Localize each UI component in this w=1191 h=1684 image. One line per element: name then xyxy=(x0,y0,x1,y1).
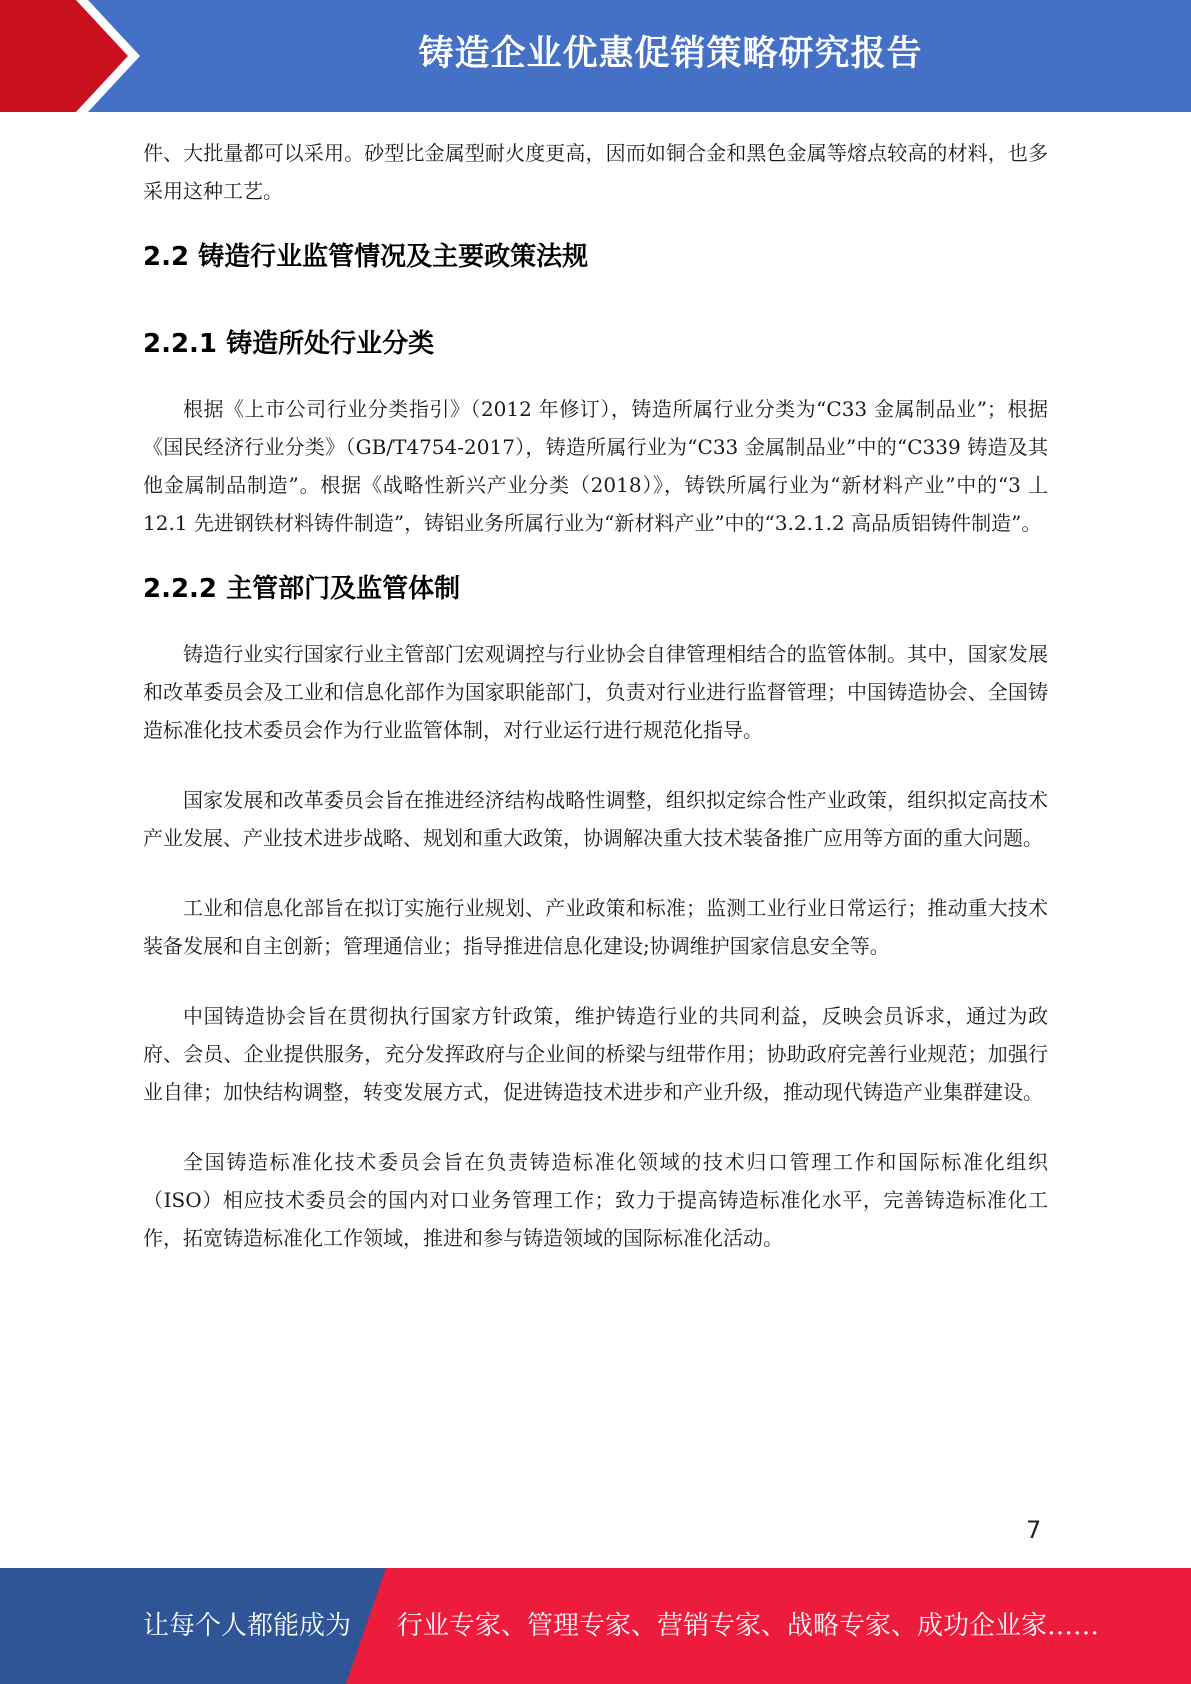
page-content xyxy=(143,134,1048,1257)
paragraph-continued: 件、大批量都可以采用。砂型比金属型耐火度更高，因而如铜合金和黑色金属等熔点较高的材料，也多采用这种工艺。 xyxy=(143,141,1048,203)
paragraph-standardization-committee: 全国铸造标准化技术委员会旨在负责铸造标准化领域的技术归口管理工作和国际标准化组织（ISO）相应技术委员会的国内对口业务管理工作；致力于提高铸造标准化水平，完善铸造标准化工作，拓宽铸造标准化工作领域，推进和参与铸造领域的国际标准化活动。 xyxy=(143,1150,1048,1250)
section-heading-2-2-2: 2.2.2 主管部门及监管体制 xyxy=(143,574,461,604)
paragraph-ndrc: 国家发展和改革委员会旨在推进经济结构战略性调整，组织拟定综合性产业政策，组织拟定高技术产业发展、产业技术进步战略、规划和重大政策，协调解决重大技术装备推广应用等方面的重大问题。 xyxy=(143,788,1048,850)
report-title: 铸造企业优惠促销策略研究报告 xyxy=(418,34,923,74)
paragraph-industry-classification: 根据《上市公司行业分类指引》（2012 年修订），铸造所属行业分类为“C33 金属制品业”；根据《国民经济行业分类》（GB/T4754-2017），铸造所属行业为“C33 金属制品业”中的“C339 铸造及其他金属制品制造”。根据《战略性新兴产业分类（2018）》，铸铁所属行业为“新材料产业”中的“3 丄 12.1 先进钢铁材料铸件制造”，铸铝业务所属行业为“新材料产业”中的“3.2.1.2 高品质铝铸件制造”。 xyxy=(143,397,1048,535)
paragraph-miit: 工业和信息化部旨在拟订实施行业规划、产业政策和标准；监测工业行业日常运行；推动重大技术装备发展和自主创新；管理通信业；指导推进信息化建设;协调维护国家信息安全等。 xyxy=(143,896,1048,958)
page-number: 7 xyxy=(1026,1516,1042,1544)
page-footer xyxy=(0,1568,1191,1684)
paragraph-foundry-association: 中国铸造协会旨在贯彻执行国家方针政策，维护铸造行业的共同利益，反映会员诉求，通过为政府、会员、企业提供服务，充分发挥政府与企业间的桥梁与纽带作用；协助政府完善行业规范；加强行业自律；加快结构调整，转变发展方式，促进铸造技术进步和产业升级，推动现代铸造产业集群建设。 xyxy=(143,1004,1048,1104)
section-heading-2-2-1: 2.2.1 铸造所处行业分类 xyxy=(143,329,435,359)
footer-slogan-left: 让每个人都能成为 xyxy=(143,1611,352,1641)
section-heading-2-2: 2.2 铸造行业监管情况及主要政策法规 xyxy=(143,242,589,272)
page-header xyxy=(0,0,1191,112)
footer-slogan-right: 行业专家、管理专家、营销专家、战略专家、成功企业家…… xyxy=(397,1611,1100,1641)
paragraph-regulatory-system: 铸造行业实行国家行业主管部门宏观调控与行业协会自律管理相结合的监管体制。其中，国家发展和改革委员会及工业和信息化部作为国家职能部门，负责对行业进行监督管理；中国铸造协会、全国铸造标准化技术委员会作为行业监管体制，对行业运行进行规范化指导。 xyxy=(143,642,1048,742)
